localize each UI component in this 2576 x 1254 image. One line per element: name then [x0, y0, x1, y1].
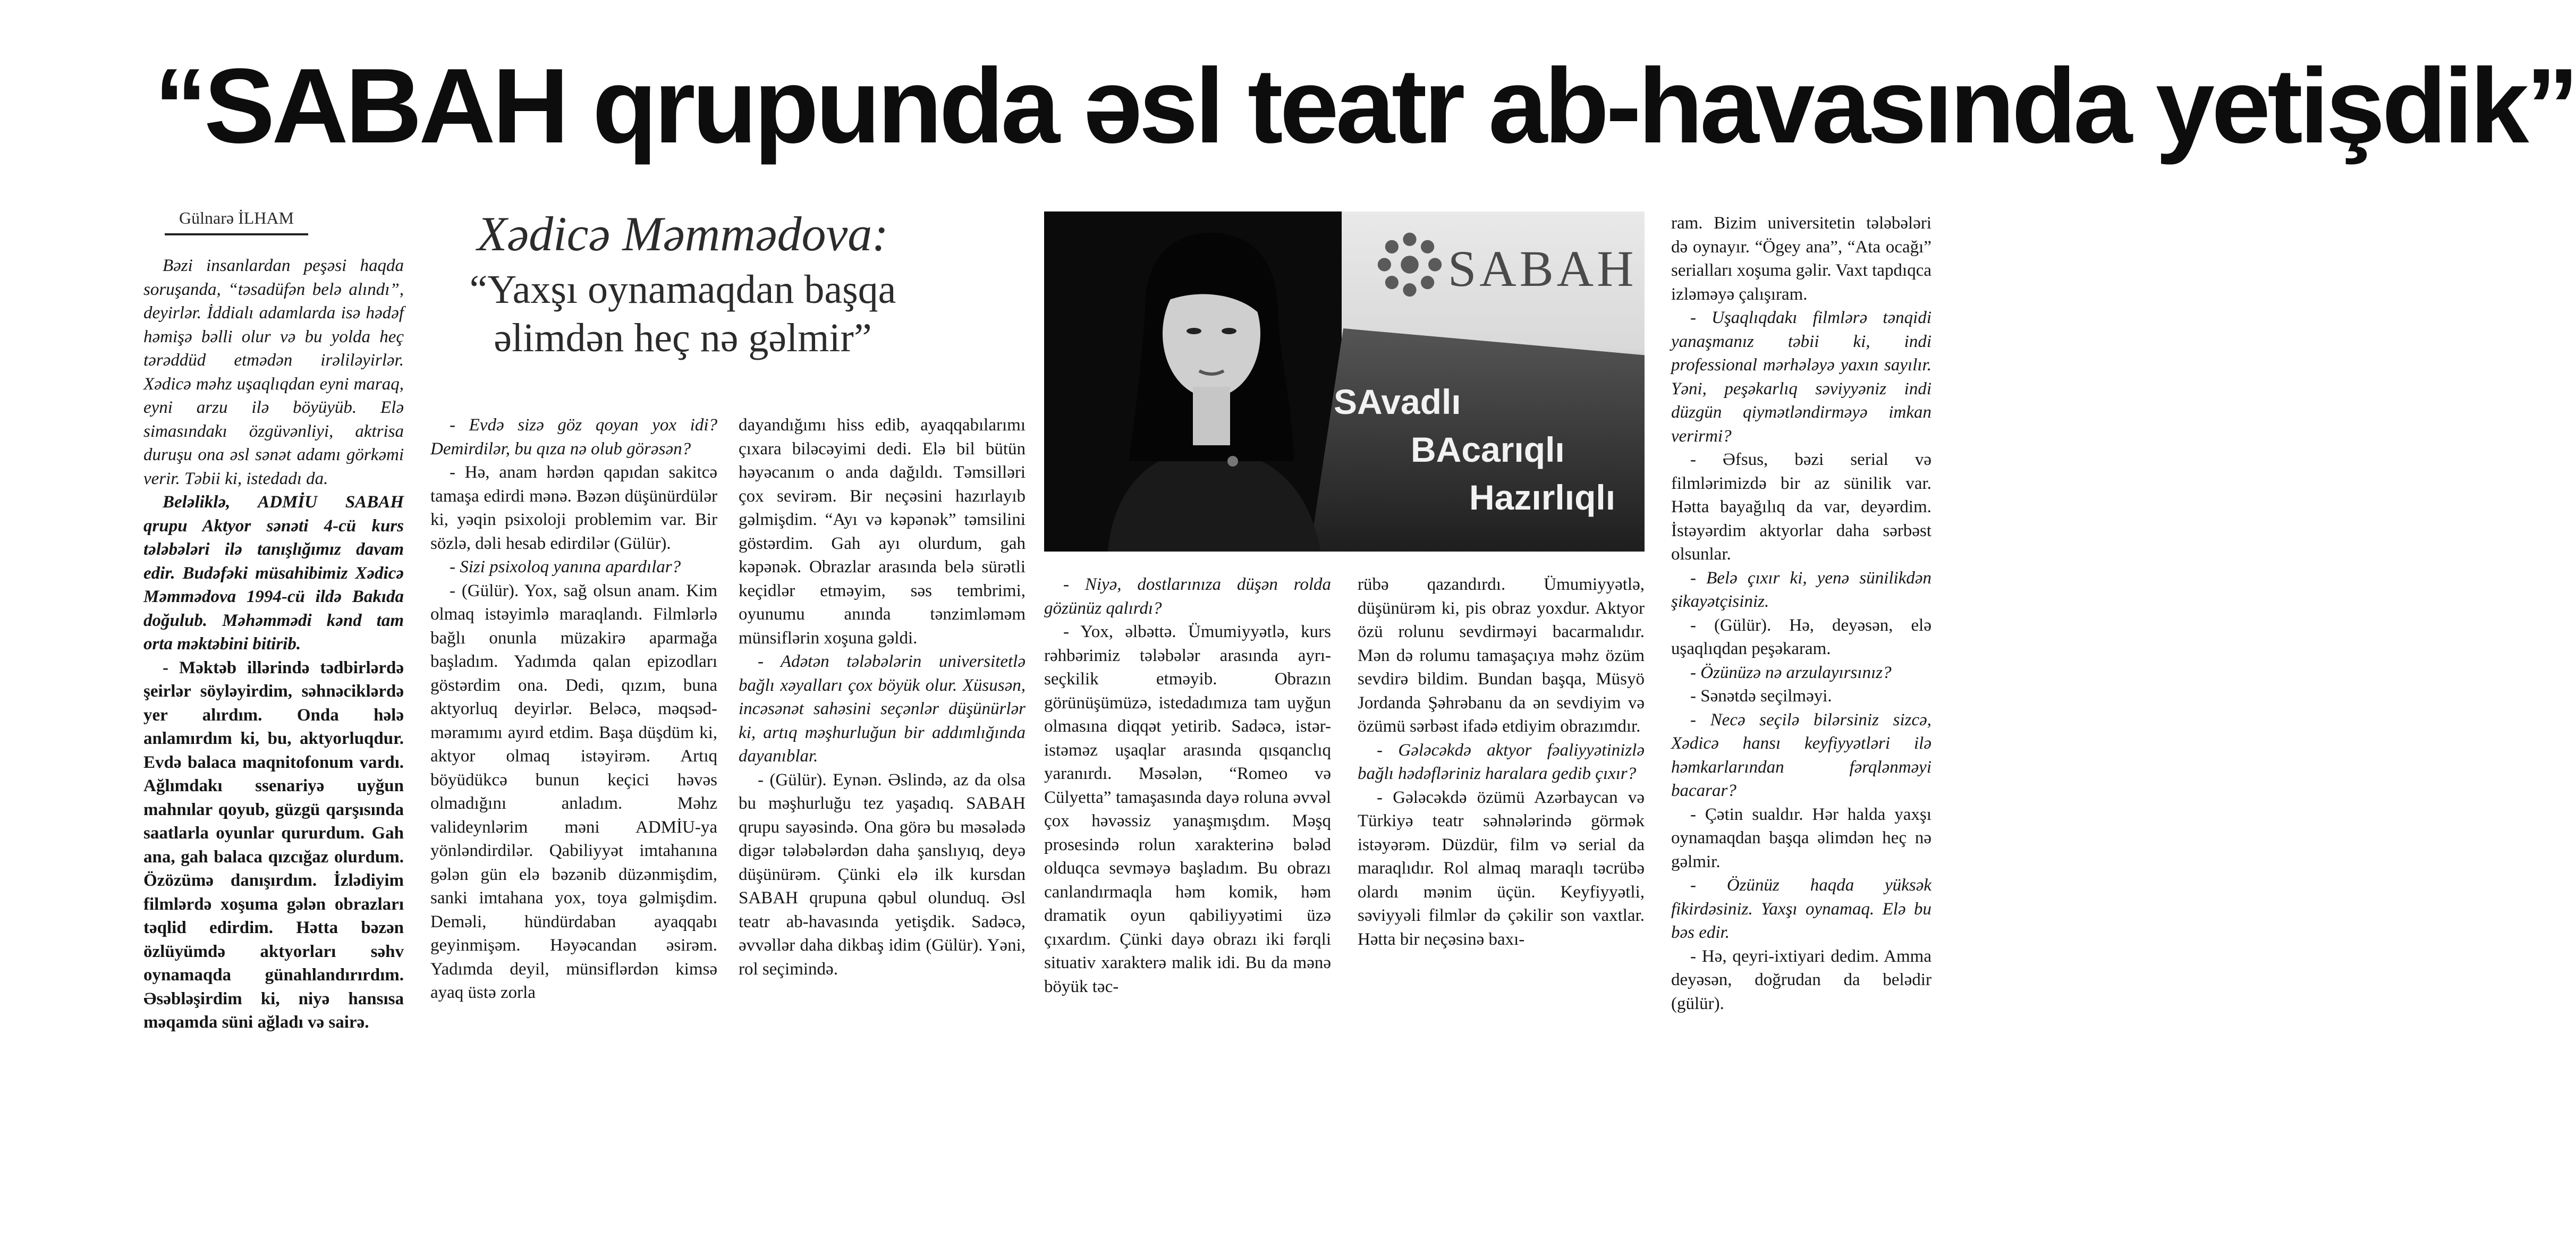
answer-continued: rübə qazandırdı. Ümumiyyətlə, düşünürəm ki, pis obraz yoxdur. Aktyor özü rolunu sevdirməyi bacarmalıdır. Mən də rolumu tamaşaçıya məhz özüm sevdirə bildim. Bundan başqa, Müsyö Jordanda Şəhrəbanu da ən sevdiyim və özümü sərbəst ifadə etdiyim obrazımdır.	[1358, 575, 1645, 736]
portrait-figure	[1044, 211, 1374, 552]
answer: - Yox, əlbəttə. Ümumiyyətlə, kurs rəhbərimiz tələbələr arasında ayrı-seçkilik etməyib. Obrazın görünüşümüzə, istedadımıza tam uyğun olmasına diqqət yetirib. Sadəcə, istər-istəməz uşaqlar arasında qısqanclıq yaranırdı. Məsələn, “Romeo və Cülyetta” tamaşasında dayə roluna əvvəl çox həvəssiz yanaşmışdım. Məşq prosesində rolun xarakterinə bələd olduqca sevməyə başladım. Bu obrazı canlandırmaqla həm komik, həm dramatik oyun qabiliyyətimi üzə çıxardım. Çünki dayə obrazı iki fərqli situativ xarakterə malik idi. Bu da mənə böyük təc-	[1044, 622, 1331, 996]
question: - Gələcəkdə aktyor fəaliyyətinizlə bağlı hədəfləriniz haralara gedib çıxır?	[1358, 740, 1645, 783]
question: - Necə seçilə bilərsiniz sizcə, Xədicə hansı keyfiyyətləri ilə həmkarlarından fərqlənməyi bacarar?	[1671, 710, 1931, 800]
column-4	[1044, 573, 1331, 998]
question: - Sizi psixoloq yanına apardılar?	[450, 557, 681, 577]
answer-paragraph: - Məktəb illərində tədbirlərdə şeirlər söyləyirdim, səhnəciklərdə yer alırdım. Onda hələ anlamırdım ki, bu, aktyorluqdur. Evdə balaca maqnitofonum vardı. Ağlımdakı ssenariyə uyğun mahnılar qoyub, güzgü qarşısında saatlarla oyunlar qururdum. Gah ana, gah balaca qızcığaz olurdum. Özözümə danışırdım. İzlədiyim filmlərdə xoşuma gələn obrazları təqlid edirdim. Hətta bəzən özlüyümdə aktyorları səhv oynamaqda günahlandırırdım. Əsəbləşirdim ki, niyə hansısa məqamda süni ağladı və sairə.	[143, 658, 404, 1032]
column-2	[430, 413, 717, 1005]
pull-quote-line-1: “Yaxşı oynamaqdan başqa	[469, 267, 896, 312]
photo	[1044, 211, 1645, 552]
answer: - Sənətdə seçilməyi.	[1690, 687, 1832, 706]
answer-continued: dayandığımı hiss edib, ayaqqabılarımı çıxara biləcəyimi dedi. Elə bil bütün həyəcanım o anda dağıldı. Təmsilləri çox sevirəm. Bir neçəsini hazırlayıb gəlmişdim. “Ayı və kəpənək” təmsilini göstərdim. Gah ayı olurdum, gah kəpənək. Obrazlar arasında belə sürətli keçidlər etməyim, səs tembrimi, oyunumu anında tənzimləməm münsiflərin xoşuna gəldi.	[739, 416, 1026, 648]
banner-tag-3: Hazırlıqlı	[1469, 478, 1616, 517]
answer: - Hə, qeyri-ixtiyari dedim. Amma deyəsən, doğrudan da belədir (gülür).	[1671, 946, 1931, 1013]
question: - Özünüzə nə arzulayırsınız?	[1690, 663, 1892, 682]
answer: - Çətin sualdır. Hər halda yaxşı oynamaqdan başqa əlimdən heç nə gəlmir.	[1671, 804, 1931, 871]
answer-continued: ram. Bizim universitetin tələbələri də oynayır. “Ögey ana”, “Ata ocağı” serialları xoşuma gəlir. Vaxt tapdıqca izləməyə çalışıram.	[1671, 214, 1931, 304]
sabah-logo-text: SABAH	[1448, 240, 1637, 297]
question: - Evdə sizə göz qoyan yox idi? Demirdilər, bu qıza nə olub görəsən?	[430, 416, 717, 459]
column-5	[1358, 573, 1645, 951]
question: - Niyə, dostlarınıza düşən rolda gözünüz qalırdı?	[1044, 575, 1331, 618]
intro-paragraph: Bəzi insanlardan peşəsi haqda soruşanda, “təsadüfən belə alındı”, deyirlər. İddialı adamlarda isə hədəf həmişə bəlli olur və bu yolda heç tərəddüd etmədən irəliləyirlər. Xədicə məhz uşaqlıqdan eyni maraq, eyni arzu ilə böyüyüb. Elə simasındakı özgüvənliyi, aktrisa duruşu ona əsl sənət adamı görkəmi verir. Təbii ki, istedadı da.	[143, 256, 404, 488]
answer: - Gələcəkdə özümü Azərbaycan və Türkiyə teatr səhnələrində görmək istəyərəm. Düzdür, film və serial da maraqlıdır. Rol almaq maraqlı təcrübə olardı mənim üçün. Keyfiyyətli, səviyyəli filmlər də çəkilir son vaxtlar. Hətta bir neçəsinə baxı-	[1358, 787, 1645, 949]
banner-tag-2: BAcarıqlı	[1411, 430, 1565, 469]
sabah-logo-icon	[1372, 227, 1447, 302]
answer: - Hə, anam hərdən qapıdan sakitcə tamaşa edirdi mənə. Bəzən düşünürdülər ki, yəqin psixoloji problemim var. Bir sözlə, dəli hesab edirdilər (Gülür).	[430, 463, 717, 553]
interviewee-name: Xədicə Məmmədova:	[477, 207, 888, 261]
question: - Özünüz haqda yüksək fikirdəsiniz. Yaxşı oynamaq. Elə bu bəs edir.	[1671, 876, 1931, 942]
byline: Gülnarə İLHAM	[165, 208, 308, 235]
pull-quote	[446, 266, 919, 362]
answer: - (Gülür). Yox, sağ olsun anam. Kim olmaq istəyimlə maraqlandı. Filmlərlə bağlı onunla müzakirə aparmağa başladım. Yadımda qalan epizodları göstərdim ona. Dedi, qızım, buna aktyorluq deyirlər. Beləcə, məqsəd-məramımı ayırd etdim. Başa düşdüm ki, aktyor olmaq istəyirəm. Artıq böyüdükcə bunun keçici həvəs olmadığını anladım. Məhz valideynlərim məni ADMİU-ya yönləndirdilər. Qabiliyyət imtahanına gələn gün elə bəzənib düzənmişdim, sanki imtahana yox, toya gəlmişdim. Deməli, hündürdaban ayaqqabı geyinmişəm. Həyəcandan əsirəm. Yadımda deyil, münsiflərdən kimsə ayaq üstə zorla	[430, 581, 717, 1002]
answer: - (Gülür). Eynən. Əslində, az da olsa bu məşhurluğu tez yaşadıq. SABAH qrupu sayəsində. Ona görə bu məsələdə digər tələbələrdən daha şanslıyıq, deyə düşünürəm. Çünki elə ilk kursdan SABAH qrupuna qəbul olunduq. Əsl teatr ab-havasında yetişdik. Sadəcə, əvvəllər daha dikbaş idim (Gülür). Yəni, rol seçimində.	[739, 770, 1026, 979]
intro-paragraph-2: Beləliklə, ADMİU SABAH qrupu Aktyor sənəti 4-cü kurs tələbələri ilə tanışlığımız davam edir. Budəfəki müsahibimiz Xədicə Məmmədova 1994-cü ildə Bakıda doğulub. Məhəmmədi kənd tam orta məktəbini bitirib.	[143, 493, 404, 654]
question: - Uşaqlıqdakı filmlərə tənqidi yanaşmanız təbii ki, indi professional mərhələyə yaxın sayılır. Yəni, peşəkarlıq səviyyəniz indi düzgün qiymətləndirməyə imkan verirmi?	[1671, 308, 1931, 446]
banner-tag-1: SAvadlı	[1334, 382, 1461, 421]
column-1	[143, 254, 404, 1035]
answer: - (Gülür). Hə, deyəsən, elə uşaqlıqdan peşəkaram.	[1671, 615, 1931, 658]
column-3	[739, 413, 1026, 981]
pull-quote-line-2: əlimdən heç nə gəlmir”	[494, 316, 872, 361]
question: - Belə çıxır ki, yenə sünilikdən şikayətçisiniz.	[1671, 568, 1931, 611]
headline: “SABAH qrupunda əsl teatr ab-havasında yetişdik”	[154, 47, 2576, 165]
answer: - Əfsus, bəzi serial və filmlərimizdə bir az sünilik var. Hətta bayağılıq da var, deyərdim. İstəyərdim aktyorlar daha sərbəst olsunlar.	[1671, 450, 1931, 564]
question: - Adətən tələbələrin universitetlə bağlı xəyalları çox böyük olur. Xüsusən, incəsənət sahəsini seçənlər düşünürlər ki, artıq məşhurluğun bir addımlığında dayanıblar.	[739, 652, 1026, 766]
column-6	[1671, 211, 1931, 1015]
